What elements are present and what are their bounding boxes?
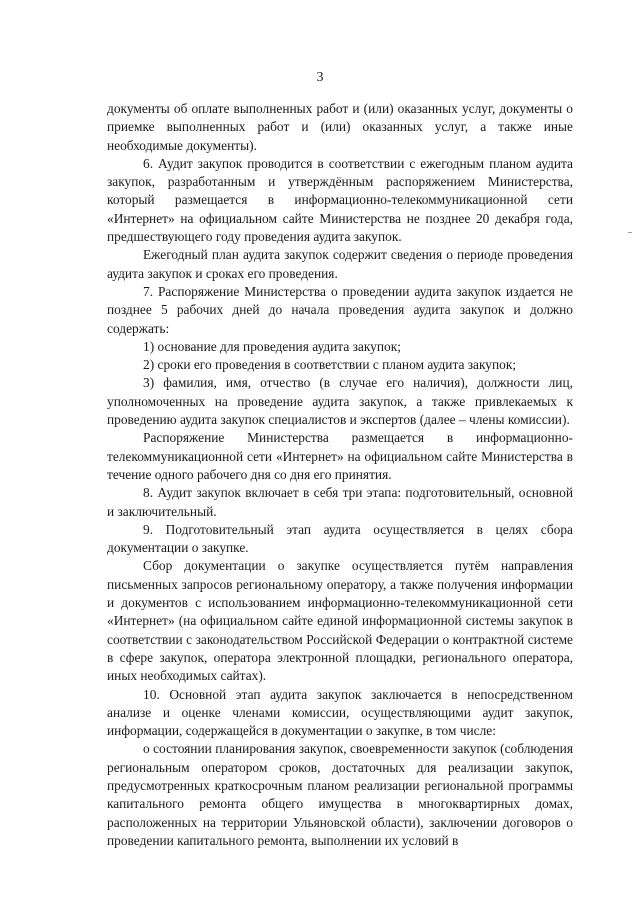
margin-mark xyxy=(628,232,632,233)
paragraph: Сбор документации о закупке осуществляется путём направления письменных запросов региональному оператору, а также получения информации и документов с использованием информационно-телекоммуникационной сети «Интернет» (на официальном сайте единой информационной системы закупок в соответствии с законодательством Российской Федерации о контрактной системе в сфере закупок, оператора электронной площадки, регионального оператора, иных необходимых сайтах). xyxy=(107,558,573,684)
paragraph: Ежегодный план аудита закупок содержит сведения о периоде проведения аудита закупок и сроках его проведения. xyxy=(107,247,573,281)
paragraph: документы об оплате выполненных работ и (или) оказанных услуг, документы о приемке выполненных работ и (или) оказанных услуг, а также иные необходимые документы). xyxy=(107,101,573,153)
paragraph: 9. Подготовительный этап аудита осуществляется в целях сбора документации о закупке. xyxy=(107,521,573,556)
paragraph: 6. Аудит закупок проводится в соответствии с ежегодным планом аудита закупок, разработанным и утверждённым распоряжением Министерства, который размещается в информационно-телекоммуникационной сети «Интернет» на официальном сайте Министерства не позднее 20 декабря года, предшествующего году проведения аудита закупок. xyxy=(107,155,573,245)
paragraph: 1) основание для проведения аудита закупок; xyxy=(143,338,401,354)
page-number: 3 xyxy=(316,70,324,85)
paragraph: 8. Аудит закупок включает в себя три этапа: подготовительный, основной и заключительный. xyxy=(107,485,573,519)
paragraph: 3) фамилия, имя, отчество (в случае его наличия), должности лиц, уполномоченных на проведение аудита закупок, а также привлекаемых к проведению аудита закупок специалистов и экспертов (далее – члены комиссии). xyxy=(107,375,573,428)
paragraph: о состоянии планирования закупок, своевременности закупок (соблюдения региональным оператором сроков, достаточных для реализации закупок, предусмотренных краткосрочным планом реализации региональной программы капитального ремонта общего имущества в многоквартирных домах, расположенных на территории Ульяновской области), заключении договоров о проведении капитального ремонта, выполнении их условий в xyxy=(107,741,573,848)
document-body xyxy=(107,100,573,850)
paragraph: 2) сроки его проведения в соответствии с планом аудита закупок; xyxy=(143,357,517,373)
paragraph: Распоряжение Министерства размещается в информационно-телекоммуникационной сети «Интернет» на официальном сайте Министерства в течение одного рабочего дня со дня его принятия. xyxy=(107,430,573,482)
paragraph: 7. Распоряжение Министерства о проведении аудита закупок издается не позднее 5 рабочих дней до начала проведения аудита закупок и должно содержать: xyxy=(107,283,573,336)
paragraph: 10. Основной этап аудита закупок заключается в непосредственном анализе и оценке членами комиссии, осуществляющими аудит закупок, информации, содержащейся в документации о закупке, в том числе: xyxy=(107,686,573,739)
